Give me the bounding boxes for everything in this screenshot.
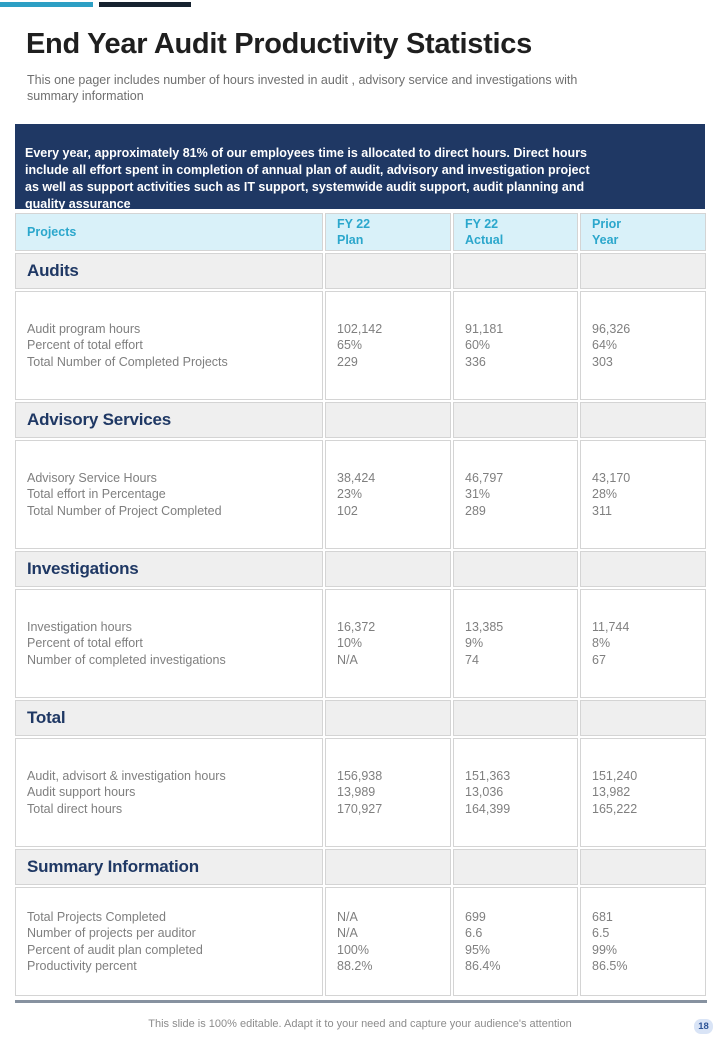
value-line: 681: [592, 909, 613, 924]
plan-values-cell: [325, 291, 451, 400]
section-spacer-cell: [325, 402, 451, 438]
prior-values-cell: [580, 440, 706, 549]
value-line: 86.4%: [465, 959, 501, 973]
prior-values-cell: [580, 887, 706, 996]
value-line: 88.2%: [337, 959, 373, 973]
value-line: 102,142: [337, 321, 383, 336]
table-bottom-rule: [15, 1000, 707, 1003]
page-number-badge: 18: [694, 1019, 713, 1034]
value-line: 96,326: [592, 321, 631, 336]
metric-label: Total Projects Completed: [27, 909, 166, 924]
value-line: 10%: [337, 636, 363, 651]
value-line: 6.6: [465, 926, 483, 940]
value-line: 31%: [465, 487, 491, 502]
section-spacer-cell: [453, 402, 578, 438]
top-accent-bar-teal: [0, 2, 93, 7]
page-title: End Year Audit Productivity Statistics: [26, 28, 532, 60]
metric-label: Audit support hours: [27, 785, 136, 800]
value-line: N/A: [337, 652, 358, 667]
page-subtitle: This one pager includes number of hours invested in audit , advisory service and investigations with summary information: [27, 73, 578, 103]
section-spacer-cell: [325, 849, 451, 885]
metric-label: Audit program hours: [27, 321, 141, 336]
section-spacer-cell: [580, 700, 706, 736]
value-line: 16,372: [337, 619, 376, 634]
actual-values-cell: [453, 440, 578, 549]
prior-values-cell: [580, 291, 706, 400]
value-line: 65%: [337, 338, 363, 353]
column-header-line: Prior: [592, 217, 622, 231]
data-row-total: [15, 738, 706, 847]
value-line: 151,363: [465, 768, 511, 783]
value-line: 100%: [337, 942, 369, 957]
column-header-prior-year: [580, 213, 706, 251]
section-title: Total: [15, 700, 323, 736]
section-spacer-cell: [580, 253, 706, 289]
value-line: 102: [337, 503, 358, 518]
metric-label: Productivity percent: [27, 959, 137, 973]
value-line: 8%: [592, 636, 611, 651]
footer-note: This slide is 100% editable. Adapt it to your need and capture your audience's attention: [148, 1018, 572, 1030]
value-line: 23%: [337, 487, 363, 502]
metric-labels-cell: [15, 589, 323, 698]
metric-label: Percent of total effort: [27, 338, 143, 353]
section-title: Advisory Services: [15, 402, 323, 438]
metric-label: Total Number of Completed Projects: [27, 354, 228, 369]
value-line: 6.5: [592, 926, 610, 940]
value-line: N/A: [337, 909, 358, 924]
column-header-line: Year: [592, 233, 619, 247]
section-row-investigations: [15, 551, 706, 587]
column-header-fy22-actual: [453, 213, 578, 251]
value-line: 13,989: [337, 785, 376, 800]
plan-values-cell: [325, 738, 451, 847]
section-spacer-cell: [453, 700, 578, 736]
metric-label: Total Number of Project Completed: [27, 503, 222, 518]
metric-label: Total effort in Percentage: [27, 487, 166, 502]
metric-label: Percent of audit plan completed: [27, 942, 203, 957]
value-line: 165,222: [592, 801, 638, 816]
value-line: 28%: [592, 487, 618, 502]
value-line: 289: [465, 503, 486, 518]
metric-labels-cell: [15, 738, 323, 847]
metric-label: Advisory Service Hours: [27, 470, 157, 485]
value-line: 229: [337, 354, 358, 369]
value-line: 311: [592, 503, 612, 518]
value-line: 13,385: [465, 619, 504, 634]
data-row-investigations: [15, 589, 706, 698]
section-spacer-cell: [453, 849, 578, 885]
section-spacer-cell: [580, 849, 706, 885]
value-line: 74: [465, 652, 479, 667]
value-line: 46,797: [465, 470, 504, 485]
value-line: 43,170: [592, 470, 631, 485]
value-line: 151,240: [592, 768, 638, 783]
value-line: 13,036: [465, 785, 504, 800]
metric-label: Total direct hours: [27, 801, 123, 816]
plan-values-cell: [325, 440, 451, 549]
metric-label: Percent of total effort: [27, 636, 143, 651]
section-row-audits: [15, 253, 706, 289]
value-line: 99%: [592, 942, 618, 957]
section-row-summary-information: [15, 849, 706, 885]
value-line: 156,938: [337, 768, 383, 783]
value-line: 9%: [465, 636, 484, 651]
prior-values-cell: [580, 738, 706, 847]
section-title: Audits: [15, 253, 323, 289]
value-line: 164,399: [465, 801, 511, 816]
value-line: 91,181: [465, 321, 504, 336]
value-line: 86.5%: [592, 959, 628, 973]
metric-label: Number of projects per auditor: [27, 926, 196, 940]
value-line: 38,424: [337, 470, 376, 485]
section-row-total: [15, 700, 706, 736]
data-row-advisory-services: [15, 440, 706, 549]
productivity-table-wrap: [13, 211, 712, 998]
plan-values-cell: [325, 887, 451, 996]
value-line: 64%: [592, 338, 618, 353]
section-spacer-cell: [325, 551, 451, 587]
value-line: 13,982: [592, 785, 631, 800]
column-header-line: FY 22: [465, 217, 499, 231]
metric-label: Audit, advisort & investigation hours: [27, 768, 226, 783]
section-spacer-cell: [325, 700, 451, 736]
metric-labels-cell: [15, 291, 323, 400]
prior-values-cell: [580, 589, 706, 698]
section-title: Investigations: [15, 551, 323, 587]
column-header-fy22-plan: [325, 213, 451, 251]
section-spacer-cell: [453, 253, 578, 289]
value-line: 67: [592, 652, 606, 667]
productivity-table: [13, 211, 708, 998]
table-header-row: [15, 213, 706, 251]
actual-values-cell: [453, 738, 578, 847]
metric-label: Number of completed investigations: [27, 652, 226, 667]
column-header-projects: Projects: [15, 213, 323, 251]
metric-labels-cell: [15, 440, 323, 549]
section-spacer-cell: [580, 551, 706, 587]
section-title: Summary Information: [15, 849, 323, 885]
column-header-line: FY 22: [337, 217, 371, 231]
value-line: 170,927: [337, 801, 383, 816]
highlight-callout: [15, 124, 705, 209]
section-spacer-cell: [580, 402, 706, 438]
data-row-audits: [15, 291, 706, 400]
value-line: 95%: [465, 942, 491, 957]
section-spacer-cell: [453, 551, 578, 587]
highlight-callout-text: Every year, approximately 81% of our employees time is allocated to direct hours. Direct hours include all effort spent in completion of annual plan of audit, advisory and investigation project as well as support activities such as IT support, systemwide audit support, audit planning and quality assurance: [25, 146, 590, 211]
value-line: 336: [465, 354, 486, 369]
section-spacer-cell: [325, 253, 451, 289]
column-header-line: Plan: [337, 233, 364, 247]
value-line: 699: [465, 909, 486, 924]
section-row-advisory-services: [15, 402, 706, 438]
actual-values-cell: [453, 589, 578, 698]
value-line: 11,744: [592, 619, 630, 634]
value-line: 60%: [465, 338, 491, 353]
actual-values-cell: [453, 291, 578, 400]
data-row-summary-information: [15, 887, 706, 996]
column-header-line: Actual: [465, 233, 504, 247]
plan-values-cell: [325, 589, 451, 698]
metric-labels-cell: [15, 887, 323, 996]
value-line: N/A: [337, 926, 358, 940]
value-line: 303: [592, 354, 613, 369]
metric-label: Investigation hours: [27, 619, 132, 634]
top-accent-bar-navy: [99, 2, 191, 7]
actual-values-cell: [453, 887, 578, 996]
